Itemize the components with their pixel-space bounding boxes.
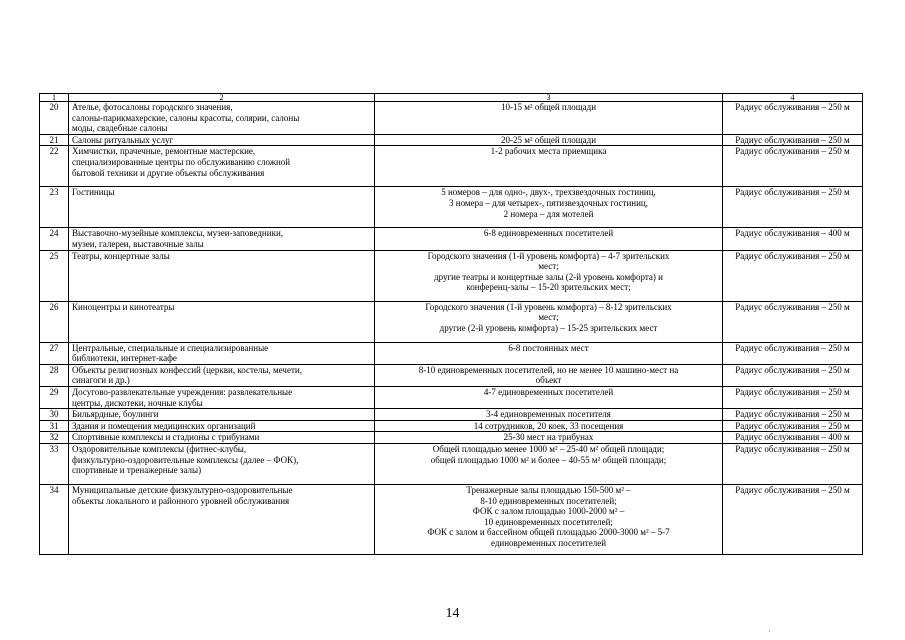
object-type-line: Муниципальные детские физкультурно-оздоровительные xyxy=(72,484,293,495)
table-row xyxy=(40,420,863,432)
object-type-cell xyxy=(69,484,375,554)
capacity-line: 1-2 рабочих места приемщика xyxy=(490,146,607,157)
object-type-line: спортивные и тренажерные залы) xyxy=(72,465,202,476)
object-type-cell xyxy=(69,364,375,386)
row-number-cell: 33 xyxy=(40,443,69,484)
object-type-cell xyxy=(69,102,375,135)
capacity-cell xyxy=(375,102,723,135)
capacity-line: конференц-залы – 15-20 зрительских мест; xyxy=(466,282,631,293)
table-row xyxy=(40,134,863,146)
row-number-cell: 31 xyxy=(40,420,69,432)
capacity-line: Общей площадью менее 1000 м² – 25-40 м² общей площади; xyxy=(432,443,665,454)
object-type-cell xyxy=(69,386,375,408)
object-type-line: Бильярдные, боулинги xyxy=(72,409,159,420)
capacity-line: 10-15 м² общей площади xyxy=(500,102,597,112)
service-radius-cell: Радиус обслуживания – 400 м xyxy=(723,228,863,250)
service-radius-cell: Радиус обслуживания – 250 м xyxy=(723,342,863,364)
object-type-cell xyxy=(69,146,375,187)
row-number-cell: 32 xyxy=(40,432,69,444)
object-type-line: Спортивные комплексы и стадионы с трибунами xyxy=(72,432,260,443)
capacity-line: ФОК с залом площадью 1000-2000 м² – xyxy=(472,506,625,517)
table-row xyxy=(40,386,863,408)
capacity-line: 8-10 единовременных посетителей, но не менее 10 машино-мест на xyxy=(418,364,679,375)
row-number-cell: 22 xyxy=(40,146,69,187)
service-radius-cell: Радиус обслуживания – 250 м xyxy=(723,484,863,554)
row-number-cell: 20 xyxy=(40,102,69,135)
object-type-line: Киноцентры и кинотеатры xyxy=(72,301,175,312)
table-row xyxy=(40,102,863,135)
object-type-line: физкультурно-оздоровительные комплексы (далее – ФОК), xyxy=(72,454,299,465)
service-radius-cell: Радиус обслуживания – 250 м xyxy=(723,102,863,135)
service-radius-cell: Радиус обслуживания – 250 м xyxy=(723,443,863,484)
capacity-line: 2 номера – для мотелей xyxy=(503,208,594,219)
service-radius-cell: Радиус обслуживания – 400 м xyxy=(723,432,863,444)
object-type-line: музеи, галереи, выставочные залы xyxy=(72,238,204,249)
header-row xyxy=(40,94,863,102)
capacity-line: Городского значения (1-й уровень комфорта) – 8-12 зрительских xyxy=(425,301,672,312)
object-type-line: Центральные, специальные и специализированные xyxy=(72,342,269,353)
capacity-cell xyxy=(375,386,723,408)
capacity-cell xyxy=(375,301,723,342)
object-type-line: синагоги и др.) xyxy=(72,375,130,386)
capacity-cell xyxy=(375,443,723,484)
capacity-line: мест; xyxy=(538,312,559,323)
table-body xyxy=(40,94,863,555)
table-row xyxy=(40,432,863,444)
capacity-line: другие театры и концертные залы (2-й уровень комфорта) и xyxy=(434,271,663,282)
capacity-line: 20-25 м² общей площади xyxy=(500,134,597,145)
capacity-line: 6-8 постоянных мест xyxy=(508,342,589,353)
header-cell-3: 3 xyxy=(375,94,723,102)
service-radius-cell: Радиус обслуживания – 250 м xyxy=(723,146,863,187)
object-type-line: Театры, концертные залы xyxy=(72,250,170,261)
header-cell-2: 2 xyxy=(69,94,375,102)
object-type-cell xyxy=(69,228,375,250)
header-cell-4: 4 xyxy=(723,94,863,102)
object-type-line: Оздоровительные комплексы (фитнес-клубы, xyxy=(72,443,247,454)
object-type-cell xyxy=(69,250,375,301)
table-row xyxy=(40,342,863,364)
object-type-cell xyxy=(69,301,375,342)
row-number-cell: 25 xyxy=(40,250,69,301)
capacity-line: 3-4 единовременных посетителя xyxy=(486,409,611,420)
capacity-cell xyxy=(375,250,723,301)
capacity-cell xyxy=(375,432,723,444)
table-row xyxy=(40,409,863,421)
row-number-cell: 24 xyxy=(40,228,69,250)
object-type-line: Досугово-развлекательные учреждения: развлекательные xyxy=(72,386,293,397)
service-radius-cell: Радиус обслуживания – 250 м xyxy=(723,420,863,432)
capacity-cell xyxy=(375,342,723,364)
capacity-line: 14 сотрудников, 20 коек, 33 посещения xyxy=(473,420,624,431)
object-type-line: Химчистки, прачечные, ремонтные мастерские, xyxy=(72,146,256,157)
capacity-line: единовременных посетителей xyxy=(490,537,607,548)
object-type-line: Здания и помещения медицинских организаций xyxy=(72,420,256,431)
capacity-cell xyxy=(375,420,723,432)
capacity-line: другие (2-й уровень комфорта) – 15-25 зрительских мест xyxy=(439,322,658,333)
capacity-cell xyxy=(375,364,723,386)
table-row xyxy=(40,301,863,342)
table-row xyxy=(40,228,863,250)
service-radius-cell: Радиус обслуживания – 250 м xyxy=(723,250,863,301)
service-radius-cell: Радиус обслуживания – 250 м xyxy=(723,187,863,228)
capacity-cell xyxy=(375,187,723,228)
capacity-line: Городского значения (1-й уровень комфорта) – 4-7 зрительских xyxy=(427,250,670,261)
table-row xyxy=(40,364,863,386)
capacity-line: Тренажерные залы площадью 150-500 м² – xyxy=(466,484,631,495)
scan-mark: · xyxy=(768,627,771,636)
table-row xyxy=(40,484,863,554)
capacity-line: 6-8 единовременных посетителей xyxy=(483,228,614,239)
object-type-cell xyxy=(69,420,375,432)
object-type-cell xyxy=(69,187,375,228)
row-number-cell: 29 xyxy=(40,386,69,408)
capacity-line: 4-7 единовременных посетителей xyxy=(483,386,614,397)
capacity-cell xyxy=(375,146,723,187)
row-number-cell: 27 xyxy=(40,342,69,364)
object-type-line: салоны-парикмахерские, салоны красоты, солярии, салоны xyxy=(72,112,300,123)
row-number-cell: 30 xyxy=(40,409,69,421)
row-number-cell: 23 xyxy=(40,187,69,228)
object-type-line: бытовой техники и другие объекты обслуживания xyxy=(72,167,265,178)
object-type-cell xyxy=(69,443,375,484)
object-type-line: моды, свадебные салоны xyxy=(72,123,168,134)
object-type-cell xyxy=(69,409,375,421)
object-type-line: центры, дискотеки, ночные клубы xyxy=(72,397,203,408)
object-type-line: Объекты религиозных конфессий (церкви, костелы, мечети, xyxy=(72,364,302,375)
object-type-line: Гостиницы xyxy=(72,187,115,198)
capacity-line: 3 номера – для четырех-, пятизвездочных гостиниц, xyxy=(449,197,648,208)
capacity-line: 8-10 единовременных посетителей; xyxy=(480,495,617,506)
row-number-cell: 26 xyxy=(40,301,69,342)
object-type-line: Салоны ритуальных услуг xyxy=(72,134,174,145)
object-type-cell xyxy=(69,342,375,364)
capacity-line: мест; xyxy=(538,261,559,272)
object-type-line: объекты локального и районного уровней обслуживания xyxy=(72,495,290,506)
capacity-cell xyxy=(375,484,723,554)
service-radius-cell: Радиус обслуживания – 250 м xyxy=(723,364,863,386)
capacity-cell xyxy=(375,134,723,146)
service-radius-cell: Радиус обслуживания – 250 м xyxy=(723,134,863,146)
capacity-line: общей площадью 1000 м² и более – 40-55 м² общей площади; xyxy=(430,454,667,465)
capacity-cell xyxy=(375,409,723,421)
capacity-line: объект xyxy=(535,375,562,386)
object-type-line: специализированные центры по обслуживанию сложной xyxy=(72,156,291,167)
service-radius-cell: Радиус обслуживания – 250 м xyxy=(723,409,863,421)
object-type-cell xyxy=(69,432,375,444)
object-type-line: библиотеки, интернет-кафе xyxy=(72,353,177,364)
capacity-line: 5 номеров – для одно-, двух-, трехзвездочных гостиниц, xyxy=(441,187,656,198)
capacity-line: ФОК с залом и бассейном общей площадью 2000-3000 м² – 5-7 xyxy=(427,527,670,538)
row-number-cell: 28 xyxy=(40,364,69,386)
capacity-cell xyxy=(375,228,723,250)
capacity-line: 25-30 мест на трибунах xyxy=(503,432,594,443)
requirements-table xyxy=(39,93,863,555)
object-type-cell xyxy=(69,134,375,146)
object-type-line: Ателье, фотосалоны городского значения, xyxy=(72,102,233,112)
service-radius-cell: Радиус обслуживания – 250 м xyxy=(723,301,863,342)
object-type-line: Выставочно-музейные комплексы, музеи-заповедники, xyxy=(72,228,284,239)
table-row xyxy=(40,443,863,484)
row-number-cell: 21 xyxy=(40,134,69,146)
table-row xyxy=(40,187,863,228)
service-radius-cell: Радиус обслуживания – 250 м xyxy=(723,386,863,408)
capacity-line: 10 единовременных посетителей; xyxy=(484,516,613,527)
table-row xyxy=(40,250,863,301)
header-cell-1: 1 xyxy=(40,94,69,102)
page-number: 14 xyxy=(445,606,460,621)
table-row xyxy=(40,146,863,187)
row-number-cell: 34 xyxy=(40,484,69,554)
